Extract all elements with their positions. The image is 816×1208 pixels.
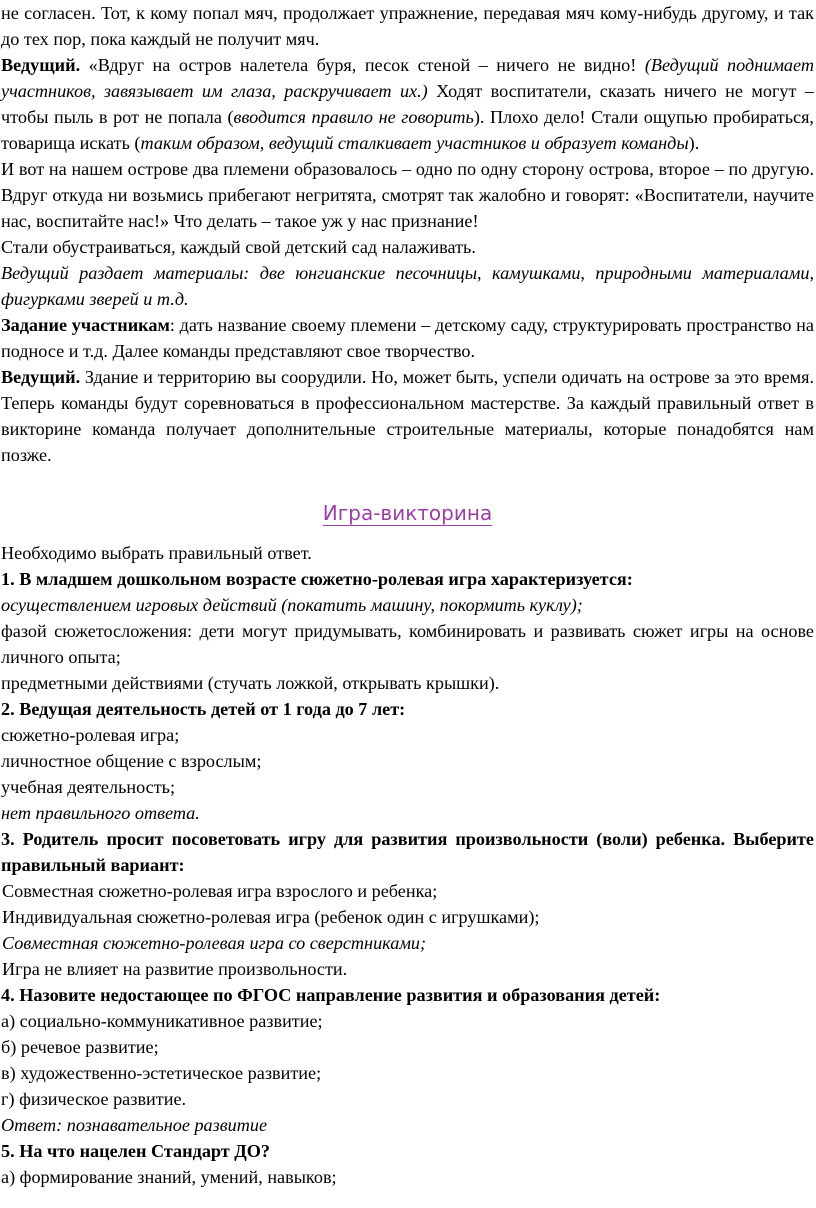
answer-option: Совместная сюжетно-ролевая игра со сверстниками; [2, 933, 427, 953]
task-label: Задание участникам [1, 315, 170, 335]
text-segment: ). Плохо дело! Стали ощупью пробираться, товарища искать ( [1, 107, 814, 153]
answer-option: в) художественно-эстетическое развитие; [1, 1063, 322, 1083]
answer-option: сюжетно-ролевая игра; [1, 725, 180, 745]
answer-option: личностное общение с взрослым; [1, 751, 262, 771]
italic-remark: вводится правило не говорить [233, 107, 474, 127]
text-segment: Ходят воспитатели, сказать ничего не могут – чтобы пыль в рот не попала ( [1, 81, 814, 127]
answer-option: а) формирование знаний, умений, навыков; [1, 1167, 337, 1187]
text-segment: ). [688, 133, 700, 153]
answer-option: Индивидуальная сюжетно-ролевая игра (ребенок один с игрушками); [2, 907, 540, 927]
answer-option: г) физическое развитие. [1, 1089, 187, 1109]
quiz-instruction: Необходимо выбрать правильный ответ. [1, 543, 312, 563]
question-1: 1. В младшем дошкольном возрасте сюжетно-ролевая игра характеризуется: [1, 569, 633, 589]
answer-option: осуществлением игровых действий (покатить машину, покормить куклу); [1, 595, 583, 615]
intro-paragraph-4: Стали обустраиваться, каждый свой детский сад налаживать. [1, 237, 476, 257]
answer-option: Совместная сюжетно-ролевая игра взрослого и ребенка; [2, 881, 438, 901]
text-segment: Здание и территорию вы соорудили. Но, может быть, успели одичать на острове за это время. Теперь команды будут соревноваться в профессиональном мастерстве. За каждый правильный ответ в викторине команда получает дополнительные строительные материалы, которые понадобятся нам позже. [1, 367, 814, 465]
leader-label: Ведущий. [1, 55, 81, 75]
question-5: 5. На что нацелен Стандарт ДО? [1, 1141, 271, 1161]
answer-option: предметными действиями (стучать ложкой, открывать крышки). [1, 673, 500, 693]
text-segment: : дать название своему племени – детскому саду, структурировать пространство на подносе и т.д. Далее команды представляют свое творчество. [1, 315, 814, 361]
intro-paragraph-2 [1, 52, 814, 156]
answer-option: учебная деятельность; [1, 777, 176, 797]
quiz-title: Игра-викторина [322, 501, 493, 525]
question-2: 2. Ведущая деятельность детей от 1 года до 7 лет: [1, 699, 406, 719]
answer-option: нет правильного ответа. [1, 803, 200, 823]
intro-paragraph-7 [1, 364, 814, 468]
intro-paragraph-1: не согласен. Тот, к кому попал мяч, продолжает упражнение, передавая мяч кому-нибудь другому, и так до тех пор, пока каждый не получит мяч. [1, 3, 814, 49]
answer-option: а) социально-коммуникативное развитие; [1, 1011, 323, 1031]
leader-label: Ведущий. [1, 367, 81, 387]
text-segment: «Вдруг на остров налетела буря, песок стеной – ничего не видно! [80, 55, 645, 75]
answer-option: б) речевое развитие; [1, 1037, 159, 1057]
answer-option: Игра не влияет на развитие произвольности. [2, 959, 348, 979]
italic-remark: таким образом, ведущий сталкивает участников и образует команды [140, 133, 689, 153]
question-3: 3. Родитель просит посоветовать игру для развития произвольности (воли) ребенка. Выберите правильный вариант: [1, 829, 814, 875]
intro-paragraph-6 [1, 312, 814, 364]
intro-paragraph-3: И вот на нашем острове два племени образовалось – одно по одну сторону острова, второе – по другую. Вдруг откуда ни возьмись прибегают негритята, смотрят так жалобно и говорят: «Воспитатели, научите нас, воспитайте нас!» Что делать – такое уж у нас признание! [1, 159, 814, 231]
answer-option: фазой сюжетосложения: дети могут придумывать, комбинировать и развивать сюжет игры на основе личного опыта; [1, 621, 814, 667]
italic-remark: (Ведущий поднимает участников, завязывает им глаза, раскручивает их.) [1, 55, 814, 101]
question-4: 4. Назовите недостающее по ФГОС направление развития и образования детей: [1, 985, 661, 1005]
intro-paragraph-5: Ведущий раздает материалы: две юнгианские песочницы, камушками, природными материалами, фигурками зверей и т.д. [1, 263, 814, 309]
answer-key: Ответ: познавательное развитие [1, 1115, 268, 1135]
